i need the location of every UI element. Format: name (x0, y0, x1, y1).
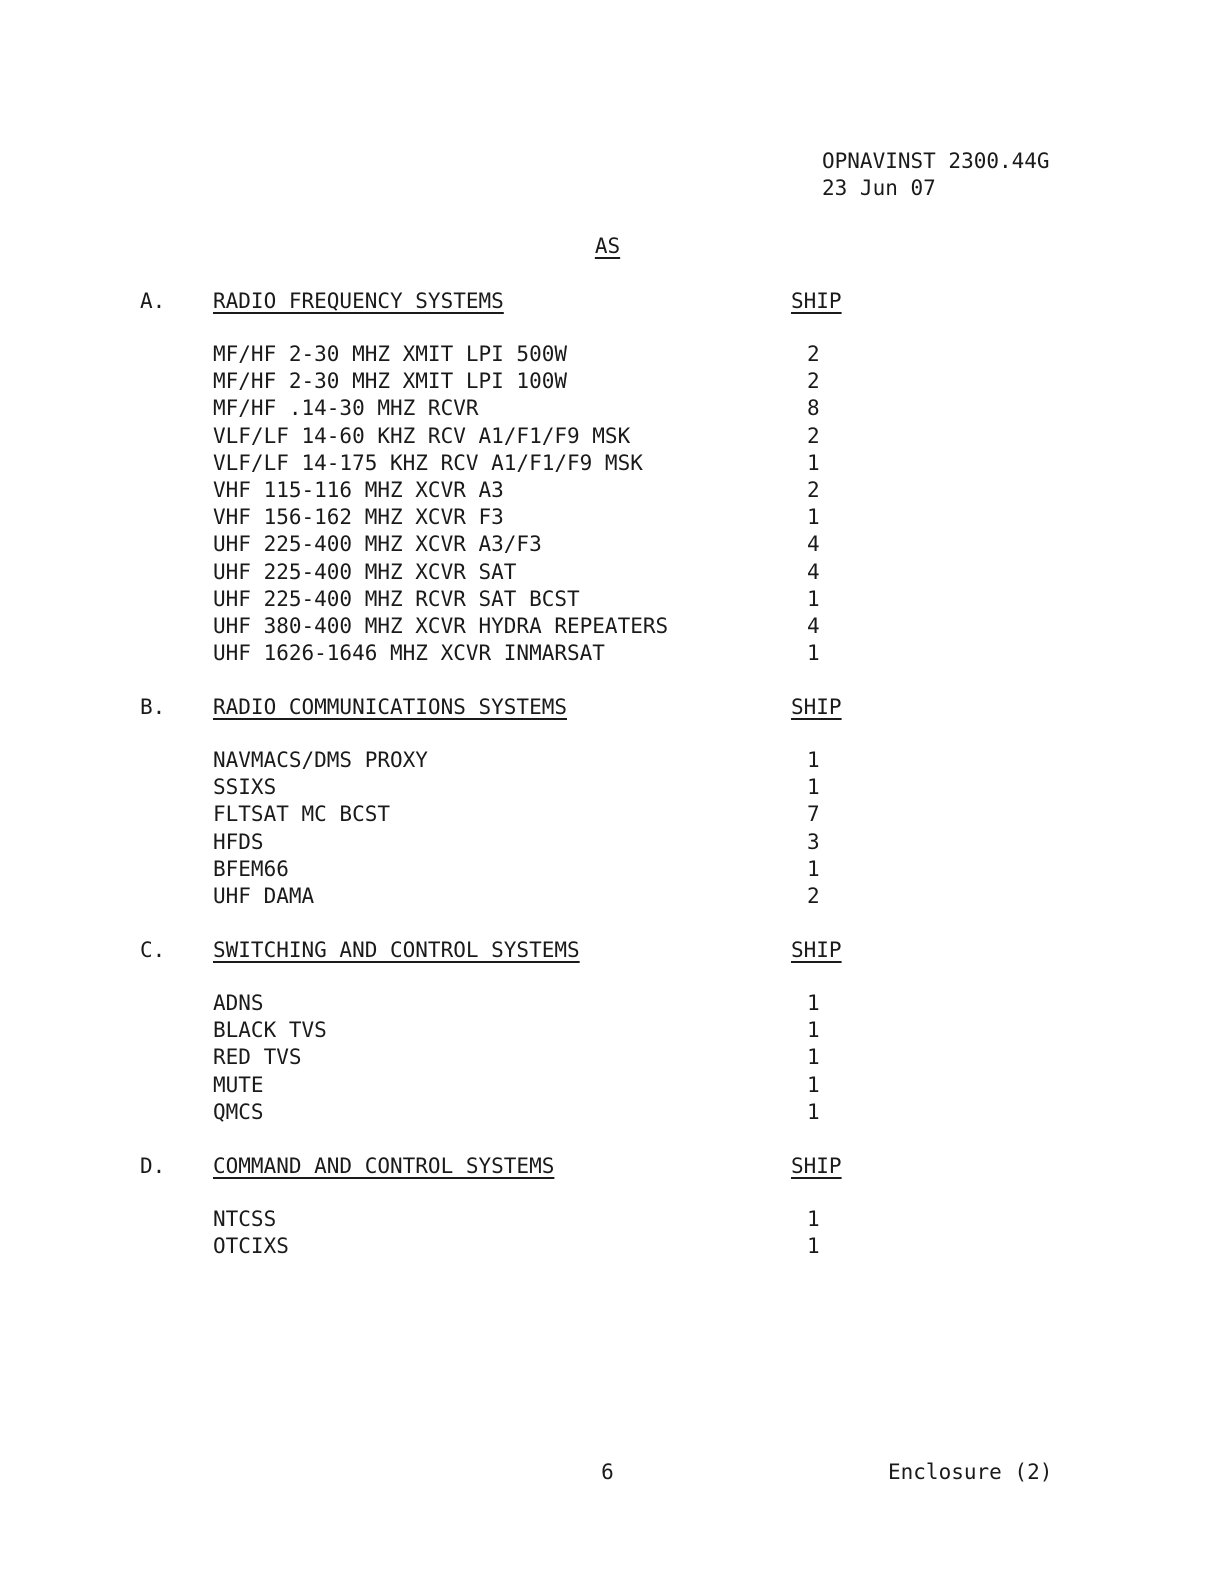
section-c (0, 936, 1215, 1126)
table-row (0, 640, 1215, 667)
ship-count: 1 (807, 1207, 820, 1231)
system-name: MUTE (213, 1072, 264, 1097)
system-name: UHF DAMA (213, 883, 315, 908)
column-header-ship: SHIP (791, 938, 842, 962)
column-header-ship: SHIP (791, 695, 842, 719)
doc-date: 23 Jun 07 (822, 176, 936, 200)
section-name: RADIO FREQUENCY SYSTEMS (213, 289, 504, 313)
ship-count: 2 (807, 342, 820, 366)
ship-count: 4 (807, 559, 820, 584)
ship-count: 1 (807, 505, 820, 530)
ship-count: 7 (807, 802, 820, 827)
enclosure-label: Enclosure (2) (888, 1460, 1053, 1484)
ship-count: 8 (807, 396, 820, 421)
section-a (0, 287, 1215, 667)
table-row (0, 477, 1215, 504)
system-name: MF/HF .14-30 MHZ RCVR (213, 396, 479, 421)
table-row (0, 450, 1215, 477)
system-name: MF/HF 2-30 MHZ XMIT LPI 100W (213, 369, 568, 394)
table-row (0, 1072, 1215, 1099)
system-name: HFDS (213, 829, 264, 854)
section-b (0, 693, 1215, 910)
ship-count: 4 (807, 613, 820, 638)
system-name: VLF/LF 14-60 KHZ RCV A1/F1/F9 MSK (213, 423, 631, 448)
system-name: ADNS (213, 991, 264, 1015)
table-row (0, 531, 1215, 558)
system-name: FLTSAT MC BCST (213, 802, 391, 827)
table-row (0, 1044, 1215, 1071)
section-name: SWITCHING AND CONTROL SYSTEMS (213, 938, 580, 962)
ship-count: 4 (807, 532, 820, 557)
system-name: SSIXS (213, 775, 277, 800)
system-name: RED TVS (213, 1045, 302, 1070)
column-header-ship: SHIP (791, 1154, 842, 1178)
page-number: 6 (601, 1460, 614, 1484)
ship-count: 1 (807, 856, 820, 881)
ship-count: 1 (807, 748, 820, 772)
ship-count: 1 (807, 1234, 820, 1259)
ship-count: 1 (807, 1099, 820, 1124)
table-row (0, 1017, 1215, 1044)
table-row (0, 856, 1215, 883)
doc-id: OPNAVINST 2300.44G (822, 149, 1050, 173)
section-rows (0, 1206, 1215, 1260)
table-row (0, 883, 1215, 910)
section-header (0, 287, 1215, 315)
system-name: UHF 225-400 MHZ XCVR A3/F3 (213, 532, 542, 557)
section-d (0, 1152, 1215, 1260)
system-name: VLF/LF 14-175 KHZ RCV A1/F1/F9 MSK (213, 450, 643, 475)
section-rows (0, 341, 1215, 667)
table-row (0, 829, 1215, 856)
section-letter: C. (140, 938, 166, 962)
section-header (0, 936, 1215, 964)
ship-count: 1 (807, 641, 820, 666)
table-row (0, 395, 1215, 422)
section-rows (0, 747, 1215, 910)
section-letter: A. (140, 289, 166, 313)
table-row (0, 559, 1215, 586)
system-name: UHF 380-400 MHZ XCVR HYDRA REPEATERS (213, 613, 669, 638)
section-letter: B. (140, 695, 166, 719)
table-row (0, 1206, 1215, 1233)
system-name: UHF 1626-1646 MHZ XCVR INMARSAT (213, 641, 605, 666)
table-row (0, 504, 1215, 531)
ship-count: 1 (807, 586, 820, 611)
table-row (0, 423, 1215, 450)
system-name: MF/HF 2-30 MHZ XMIT LPI 500W (213, 342, 568, 366)
ship-count: 2 (807, 423, 820, 448)
system-name: UHF 225-400 MHZ RCVR SAT BCST (213, 586, 580, 611)
ship-count: 3 (807, 829, 820, 854)
column-header-ship: SHIP (791, 289, 842, 313)
page-title: AS (594, 234, 621, 258)
table-row (0, 774, 1215, 801)
system-name: NAVMACS/DMS PROXY (213, 748, 428, 772)
ship-count: 1 (807, 1072, 820, 1097)
system-name: NTCSS (213, 1207, 277, 1231)
ship-count: 2 (807, 477, 820, 502)
section-name: COMMAND AND CONTROL SYSTEMS (213, 1154, 555, 1178)
ship-count: 2 (807, 883, 820, 908)
system-name: UHF 225-400 MHZ XCVR SAT (213, 559, 517, 584)
table-row (0, 341, 1215, 368)
ship-count: 1 (807, 1045, 820, 1070)
table-row (0, 613, 1215, 640)
system-name: QMCS (213, 1099, 264, 1124)
table-row (0, 1099, 1215, 1126)
section-name: RADIO COMMUNICATIONS SYSTEMS (213, 695, 568, 719)
ship-count: 1 (807, 1018, 820, 1043)
system-name: BLACK TVS (213, 1018, 327, 1043)
table-row (0, 1233, 1215, 1260)
ship-count: 2 (807, 369, 820, 394)
document-header (822, 148, 1050, 202)
ship-count: 1 (807, 775, 820, 800)
system-name: BFEM66 (213, 856, 289, 881)
table-row (0, 801, 1215, 828)
table-row (0, 747, 1215, 774)
section-header (0, 693, 1215, 721)
section-header (0, 1152, 1215, 1180)
system-name: OTCIXS (213, 1234, 289, 1259)
section-rows (0, 990, 1215, 1126)
section-letter: D. (140, 1154, 166, 1178)
table-row (0, 990, 1215, 1017)
ship-count: 1 (807, 450, 820, 475)
table-row (0, 586, 1215, 613)
system-name: VHF 115-116 MHZ XCVR A3 (213, 477, 504, 502)
table-row (0, 368, 1215, 395)
system-name: VHF 156-162 MHZ XCVR F3 (213, 505, 504, 530)
ship-count: 1 (807, 991, 820, 1015)
